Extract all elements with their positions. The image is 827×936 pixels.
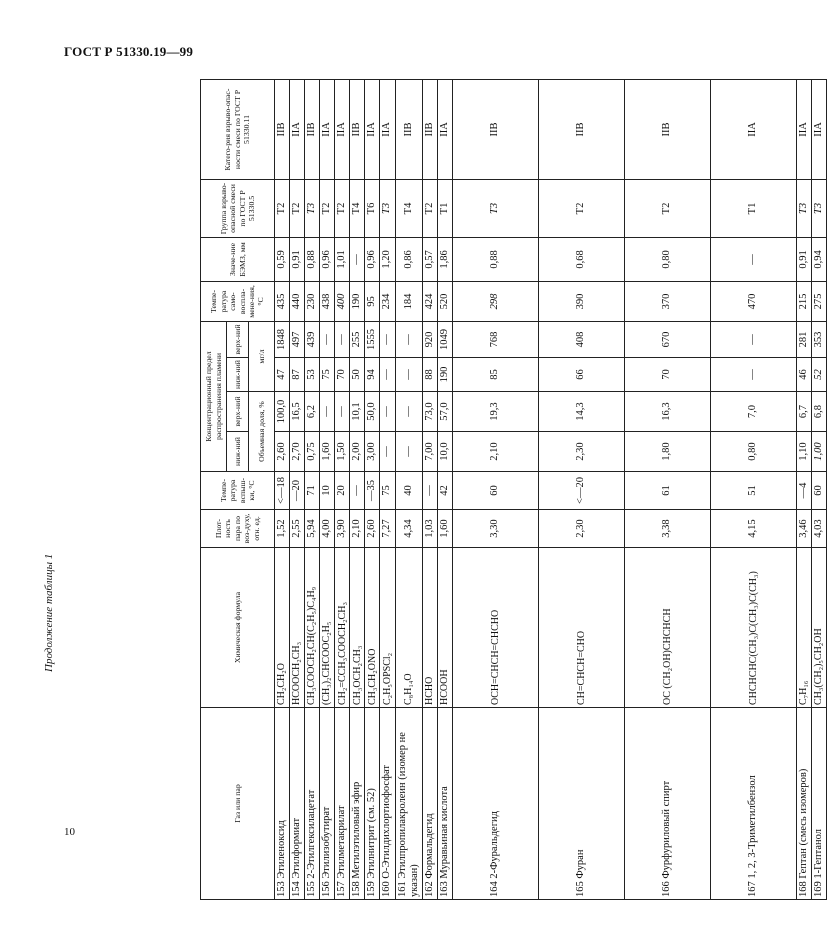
besg-cell: 0,88 [452,237,538,281]
vol-lower-header: ниж-ний [227,432,249,472]
gas-name-cell: 157 Этилметакрилат [335,708,350,900]
col-concentration-header: Концентрационный предел распространения пламени [201,321,227,471]
autoignition-cell: 424 [422,281,437,321]
mg-upper-cell: 1049 [437,321,452,357]
col-gas-header: Газ или пар [201,708,275,900]
table-row [437,79,452,899]
vol-lower-cell: 2,70 [290,432,305,472]
temp-group-cell: Т4 [350,179,365,237]
density-cell: 5,94 [305,510,320,548]
vol-upper-cell: 16,3 [624,392,710,432]
temp-group-cell: Т3 [305,179,320,237]
density-cell: 2,60 [365,510,380,548]
vol-lower-cell: 2,00 [350,432,365,472]
autoignition-cell: 95 [365,281,380,321]
besg-cell: 0,86 [395,237,422,281]
vol-upper-header: верх-ний [227,392,249,432]
col-autoign-header: Темпе-ратура само-воспла-мене-ния, °С [201,281,275,321]
formula-cell: CHCHCHC(CH₃)C(CH₃)C(CH₃) [710,548,796,708]
table-row [305,79,320,899]
density-cell: 3,46 [796,510,811,548]
mg-upper-cell: 281 [796,321,811,357]
flash-point-cell: 75 [380,472,395,510]
gas-name-cell: 165 Фуран [538,708,624,900]
table-row [395,79,422,899]
mg-lower-cell: 190 [437,358,452,392]
vol-upper-cell: — [320,392,335,432]
gas-name-cell: 161 Этилпропилакролеин (изомер не указан) [395,708,422,900]
vol-upper-cell: 100,0 [275,392,290,432]
vol-lower-cell: 7,00 [422,432,437,472]
rotated-table-container [200,80,825,900]
table-row [365,79,380,899]
col-besg-header: Значе-ние БЭМЗ, мм [201,237,275,281]
flash-point-cell: 61 [624,472,710,510]
col-density-header: Плот-ность пара по воз-духу, отн. ед. [201,510,275,548]
density-cell: 4,03 [811,510,826,548]
mg-upper-cell: 1555 [365,321,380,357]
table-row [335,79,350,899]
mg-upper-header: верх-ний [227,321,249,357]
vol-upper-cell: 10,1 [350,392,365,432]
document-header: ГОСТ Р 51330.19—99 [64,44,194,59]
temp-group-cell: Т3 [796,179,811,237]
gas-name-cell: 169 1-Гептанол [811,708,826,900]
vol-upper-cell: 50,0 [365,392,380,432]
category-cell: IIA [796,79,811,179]
temp-group-cell: Т2 [624,179,710,237]
vol-lower-cell: — [395,432,422,472]
mg-upper-cell: — [335,321,350,357]
temp-group-cell: Т2 [422,179,437,237]
autoignition-cell: 520 [437,281,452,321]
temp-group-cell: Т1 [437,179,452,237]
category-cell: IIA [380,79,395,179]
density-cell: 2,55 [290,510,305,548]
mg-lower-cell: 75 [320,358,335,392]
formula-cell: C₂H₅OPSCl₂ [380,548,395,708]
col-tgroup-header: Группа взрыво-опасной смеси по ГОСТ Р 51330.5 [201,179,275,237]
flash-point-cell: 40 [395,472,422,510]
temp-group-cell: Т2 [335,179,350,237]
temp-group-cell: Т3 [811,179,826,237]
page-number: 10 [64,826,75,838]
vol-upper-cell: — [335,392,350,432]
category-cell: IIB [624,79,710,179]
autoignition-cell: 390 [538,281,624,321]
mg-upper-cell: 670 [624,321,710,357]
density-cell: 2,10 [350,510,365,548]
table-caption: Продолжение таблицы 1 [43,553,55,672]
category-cell: IIB [422,79,437,179]
besg-cell: 0,57 [422,237,437,281]
formula-cell: OC (CH₂OH)CHCHCH [624,548,710,708]
mg-upper-cell: 353 [811,321,826,357]
besg-cell: 0,91 [290,237,305,281]
mg-lower-cell: 85 [452,358,538,392]
vol-upper-cell: 6,8 [811,392,826,432]
flash-point-cell: 71 [305,472,320,510]
temp-group-cell: Т3 [452,179,538,237]
mg-lower-cell: — [380,358,395,392]
density-cell: 1,03 [422,510,437,548]
mg-upper-cell: 920 [422,321,437,357]
besg-cell: 0,59 [275,237,290,281]
besg-cell: 0,96 [320,237,335,281]
gas-name-cell: 160 О-Этилдихлортиофосфат [380,708,395,900]
vol-lower-cell: 2,30 [538,432,624,472]
mg-lower-cell: 88 [422,358,437,392]
flash-point-cell: 10 [320,472,335,510]
category-cell: IIB [275,79,290,179]
mg-upper-cell: — [380,321,395,357]
gas-name-cell: 163 Муравьиная кислота [437,708,452,900]
flash-point-cell: 60 [452,472,538,510]
formula-cell: CH=CHCH=CHO [538,548,624,708]
vol-upper-cell: 16,5 [290,392,305,432]
col-flash-header: Темпе-ратура вспыш-ки, °С [201,472,275,510]
besg-cell: — [350,237,365,281]
density-cell: 4,15 [710,510,796,548]
temp-group-cell: Т2 [320,179,335,237]
autoignition-cell: 298 [452,281,538,321]
gas-name-cell: 156 Этилизобутират [320,708,335,900]
flash-point-cell: — [350,472,365,510]
vol-upper-cell: — [395,392,422,432]
besg-cell: 0,94 [811,237,826,281]
gas-name-cell: 164 2-Фуральдегид [452,708,538,900]
category-cell: IIA [290,79,305,179]
table-row [710,79,796,899]
category-cell: IIB [395,79,422,179]
category-cell: IIB [538,79,624,179]
mg-per-l-header: мг/л [249,321,275,391]
mg-upper-cell: — [320,321,335,357]
category-cell: IIA [365,79,380,179]
vol-lower-cell: 0,75 [305,432,320,472]
formula-cell: CH₃CH₂ONO [365,548,380,708]
formula-cell: CH₃(CH₂)₅CH₂OH [811,548,826,708]
table-row [538,79,624,899]
besg-cell: 0,68 [538,237,624,281]
category-cell: IIA [335,79,350,179]
autoignition-cell: 215 [796,281,811,321]
mg-upper-cell: 1848 [275,321,290,357]
formula-cell: CH₃OCH₂CH₃ [350,548,365,708]
mg-lower-cell: — [710,358,796,392]
besg-cell: 1,20 [380,237,395,281]
gas-name-cell: 158 Метилэтиловый эфир [350,708,365,900]
besg-cell: 1,86 [437,237,452,281]
col-category-header: Катего-рия взрыво-опас-ности смеси по ГОСТ Р 51330.11 [201,79,275,179]
category-cell: IIA [710,79,796,179]
vol-lower-cell: 10,0 [437,432,452,472]
mg-upper-cell: 497 [290,321,305,357]
table-row [320,79,335,899]
table-body [275,79,827,899]
col-formula-header: Химическая формула [201,548,275,708]
vol-lower-cell: 3,00 [365,432,380,472]
mg-lower-cell: 66 [538,358,624,392]
temp-group-cell: Т6 [365,179,380,237]
table-row [624,79,710,899]
category-cell: IIA [320,79,335,179]
properties-table [200,79,827,900]
besg-cell: 0,91 [796,237,811,281]
category-cell: IIB [350,79,365,179]
gas-name-cell: 153 Этиленоксид [275,708,290,900]
vol-upper-cell: 19,3 [452,392,538,432]
formula-cell: HCOOH [437,548,452,708]
table-row [350,79,365,899]
vol-lower-cell: 1,80 [624,432,710,472]
table-row [290,79,305,899]
vol-upper-cell: — [380,392,395,432]
vol-upper-cell: 57,0 [437,392,452,432]
density-cell: 1,60 [437,510,452,548]
autoignition-cell: 370 [624,281,710,321]
density-cell: 3,38 [624,510,710,548]
vol-lower-cell: 0,80 [710,432,796,472]
vol-fraction-header: Объемная доля, % [249,392,275,472]
density-cell: 4,00 [320,510,335,548]
table-row [275,79,290,899]
gas-name-cell: 159 Этилнитрит (см. 52) [365,708,380,900]
mg-lower-cell: 52 [811,358,826,392]
vol-lower-cell: 1,60 [320,432,335,472]
temp-group-cell: Т2 [538,179,624,237]
flash-point-cell: — [422,472,437,510]
mg-lower-cell: 70 [624,358,710,392]
vol-lower-cell: 2,60 [275,432,290,472]
autoignition-cell: 190 [350,281,365,321]
gas-name-cell: 167 1, 2, 3-Триметилбензол [710,708,796,900]
mg-lower-cell: 47 [275,358,290,392]
density-cell: 4,34 [395,510,422,548]
vol-lower-cell: 1,50 [335,432,350,472]
table-row [796,79,811,899]
temp-group-cell: Т1 [710,179,796,237]
vol-upper-cell: 6,7 [796,392,811,432]
mg-lower-cell: — [395,358,422,392]
formula-cell: C₈H₁₄O [395,548,422,708]
mg-lower-cell: 70 [335,358,350,392]
vol-upper-cell: 6,2 [305,392,320,432]
temp-group-cell: Т4 [395,179,422,237]
autoignition-cell: 440 [290,281,305,321]
gas-name-cell: 166 Фурфуриловый спирт [624,708,710,900]
vol-lower-cell: 1,10 [796,432,811,472]
density-cell: 3,90 [335,510,350,548]
formula-cell: (CH₃)₂CHCOOC₂H₅ [320,548,335,708]
autoignition-cell: 234 [380,281,395,321]
autoignition-cell: 275 [811,281,826,321]
formula-cell: CH₂=CCH₃COOCH₂CH₃ [335,548,350,708]
autoignition-cell: 184 [395,281,422,321]
besg-cell: 1,01 [335,237,350,281]
gas-name-cell: 168 Гептан (смесь изомеров) [796,708,811,900]
vol-upper-cell: 7,0 [710,392,796,432]
besg-cell: 0,80 [624,237,710,281]
flash-point-cell: 60 [811,472,826,510]
mg-upper-cell: 439 [305,321,320,357]
temp-group-cell: Т3 [380,179,395,237]
category-cell: IIA [811,79,826,179]
mg-upper-cell: 408 [538,321,624,357]
flash-point-cell: 20 [335,472,350,510]
mg-upper-cell: — [710,321,796,357]
mg-upper-cell: — [395,321,422,357]
mg-upper-cell: 768 [452,321,538,357]
mg-upper-cell: 255 [350,321,365,357]
vol-lower-cell: 2,10 [452,432,538,472]
temp-group-cell: Т2 [290,179,305,237]
gas-name-cell: 162 Формальдегид [422,708,437,900]
mg-lower-cell: 50 [350,358,365,392]
autoignition-cell: 400 [335,281,350,321]
mg-lower-cell: 87 [290,358,305,392]
density-cell: 3,30 [452,510,538,548]
formula-cell: OCH=CHCH=CHCHO [452,548,538,708]
mg-lower-cell: 94 [365,358,380,392]
formula-cell: HCHO [422,548,437,708]
autoignition-cell: 470 [710,281,796,321]
besg-cell: 0,96 [365,237,380,281]
mg-lower-cell: 46 [796,358,811,392]
flash-point-cell: 42 [437,472,452,510]
table-row [422,79,437,899]
vol-upper-cell: 14,3 [538,392,624,432]
density-cell: 2,30 [538,510,624,548]
table-row [811,79,826,899]
category-cell: IIB [452,79,538,179]
mg-lower-cell: 53 [305,358,320,392]
density-cell: 1,52 [275,510,290,548]
flash-point-cell: —20 [290,472,305,510]
temp-group-cell: Т2 [275,179,290,237]
autoignition-cell: 438 [320,281,335,321]
mg-lower-header: ниж-ний [227,358,249,392]
besg-cell: 0,88 [305,237,320,281]
density-cell: 7,27 [380,510,395,548]
autoignition-cell: 435 [275,281,290,321]
vol-lower-cell: — [380,432,395,472]
flash-point-cell: 51 [710,472,796,510]
formula-cell: C₇H₁₆ [796,548,811,708]
category-cell: IIB [305,79,320,179]
besg-cell: — [710,237,796,281]
gas-name-cell: 154 Этилформиат [290,708,305,900]
flash-point-cell: —4 [796,472,811,510]
flash-point-cell: <—20 [538,472,624,510]
flash-point-cell: —35 [365,472,380,510]
table-row [452,79,538,899]
table-row [380,79,395,899]
formula-cell: CH₃COOCH₂CH(C₂H₅)C₄H₉ [305,548,320,708]
formula-cell: HCOOCH₂CH₃ [290,548,305,708]
flash-point-cell: <—18 [275,472,290,510]
vol-lower-cell: 1,00 [811,432,826,472]
category-cell: IIA [437,79,452,179]
formula-cell: CH₂CH₂O [275,548,290,708]
vol-upper-cell: 73,0 [422,392,437,432]
gas-name-cell: 155 2-Этилгексилацетат [305,708,320,900]
autoignition-cell: 230 [305,281,320,321]
